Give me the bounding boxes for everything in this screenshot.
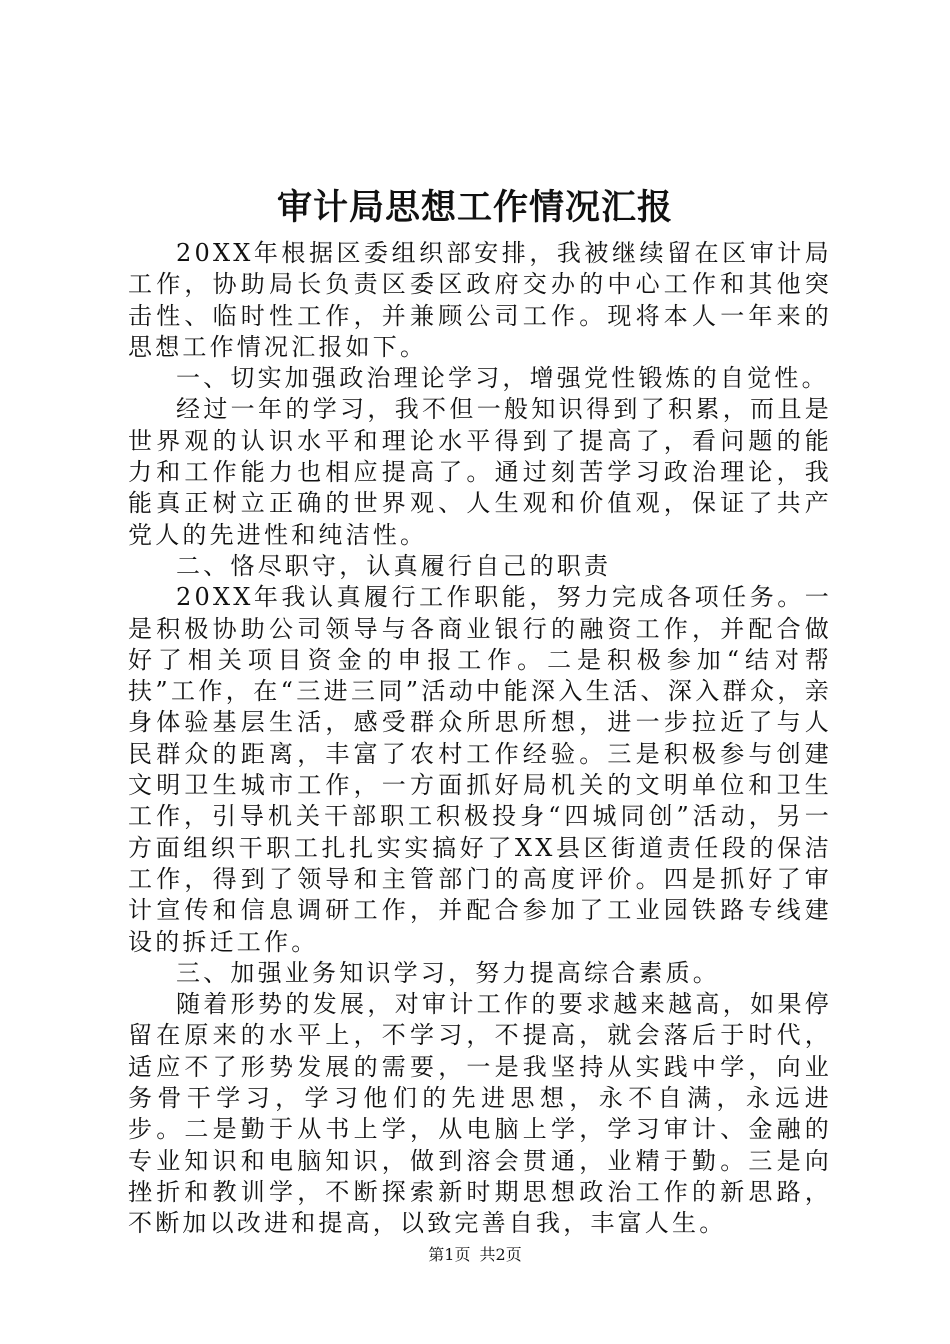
- paragraph-section-1: 经过一年的学习，我不但一般知识得到了积累，而且是世界观的认识水平和理论水平得到了提高了，看问题的能力和工作能力也相应提高了。通过刻苦学习政治理论，我能真正树立正确的世界观、人生观和价值观，保证了共产党人的先进性和纯洁性。: [128, 395, 832, 549]
- page-total: 共2页: [479, 1245, 522, 1264]
- paragraph-section-2: 20XX年我认真履行工作职能，努力完成各项任务。一是积极协助公司领导与各商业银行的融资工作，并配合做好了相关项目资金的申报工作。二是积极参加“结对帮扶”工作，在“三进三同”活动中能深入生活、深入群众，亲身体验基层生活，感受群众所思所想，进一步拉近了与人民群众的距离，丰富了农村工作经验。三是积极参与创建文明卫生城市工作，一方面抓好局机关的文明单位和卫生工作，引导机关干部职工积极投身“四城同创”活动，另一方面组织干职工扎扎实实搞好了XX县区街道责任段的保洁工作，得到了领导和主管部门的高度评价。四是抓好了审计宣传和信息调研工作，并配合参加了工业园铁路专线建设的拆迁工作。: [128, 583, 832, 956]
- document-body: [128, 238, 832, 1240]
- document-title: 审计局思想工作情况汇报: [276, 187, 673, 228]
- paragraph-intro: 20XX年根据区委组织部安排，我被继续留在区审计局工作，协助局长负责区委区政府交办的中心工作和其他突击性、临时性工作，并兼顾公司工作。现将本人一年来的思想工作情况汇报如下。: [128, 239, 832, 361]
- paragraph-section-3: 随着形势的发展，对审计工作的要求越来越高，如果停留在原来的水平上，不学习，不提高，就会落后于时代，适应不了形势发展的需要，一是我坚持从实践中学，向业务骨干学习，学习他们的先进思想，永不自满，永远进步。二是勤于从书上学，从电脑上学，学习审计、金融的专业知识和电脑知识，做到溶会贯通，业精于勤。三是向挫折和教训学，不断探索新时期思想政治工作的新思路，不断加以改进和提高，以致完善自我，丰富人生。: [128, 990, 832, 1238]
- section-heading-1: 一、切实加强政治理论学习，增强党性锻炼的自觉性。: [176, 364, 829, 393]
- section-heading-3: 三、加强业务知识学习，努力提高综合素质。: [176, 958, 720, 987]
- page-footer: [0, 1245, 950, 1265]
- section-heading-2: 二、恪尽职守，认真履行自己的职责: [176, 551, 612, 580]
- page-number: 第1页: [428, 1245, 471, 1264]
